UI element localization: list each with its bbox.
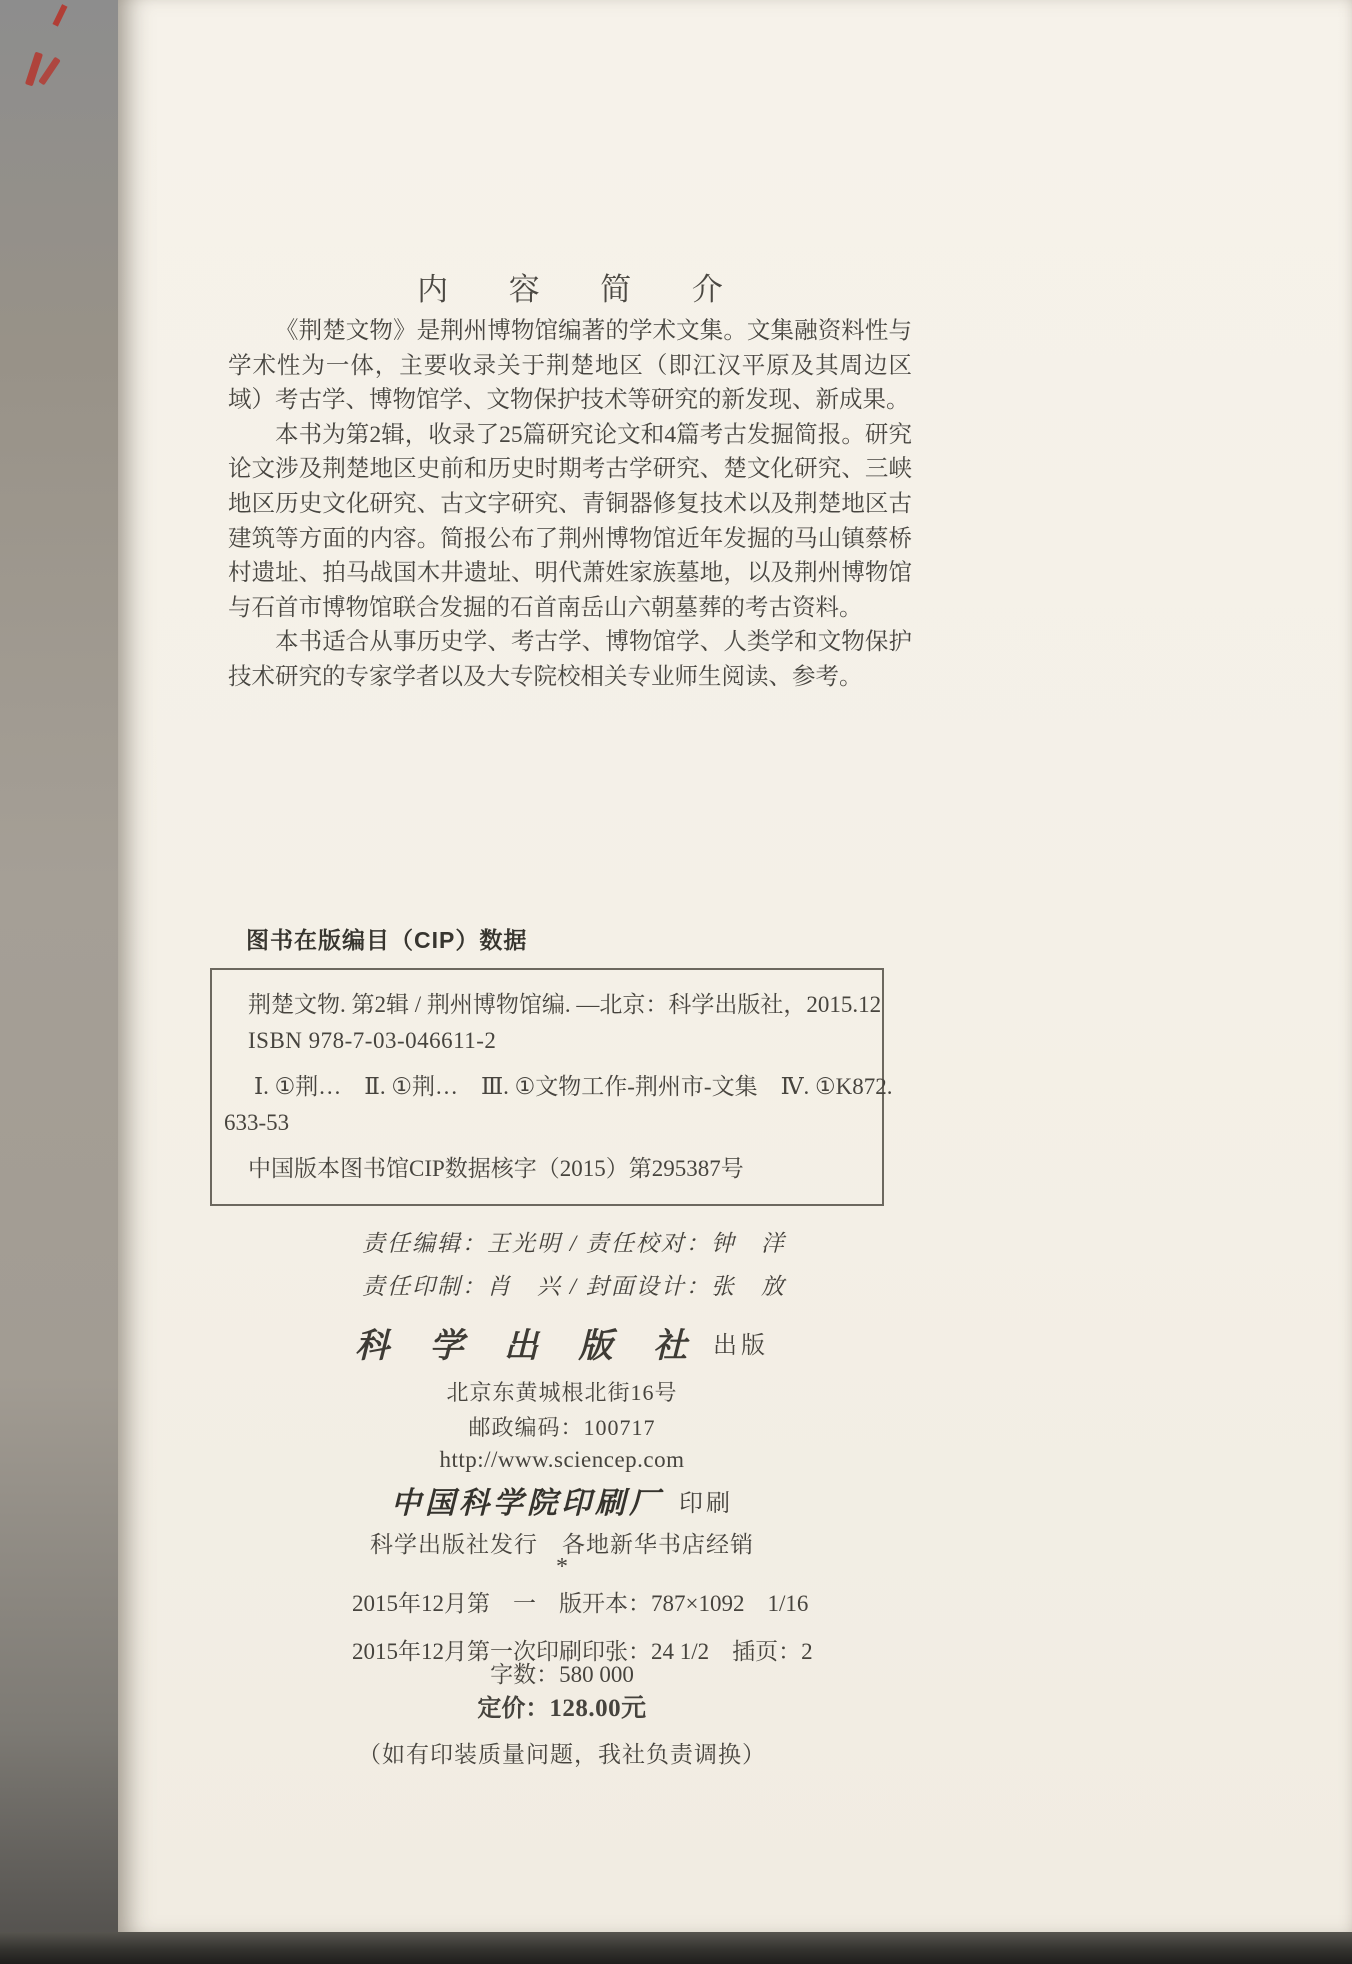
staff-credits (240, 1222, 908, 1308)
red-stroke-icon (34, 0, 67, 27)
impression-date: 2015年12月第一次印刷 (352, 1639, 582, 1664)
red-edge-mark (0, 0, 120, 120)
sheets-spec: 印张：24 1/2 插页：2 (582, 1639, 813, 1664)
scan-left-edge (0, 0, 118, 1964)
intro-paragraph: 本书适合从事历史学、考古学、博物馆学、人类学和文物保护技术研究的专家学者以及大专院校相关专业师生阅读、参考。 (228, 629, 912, 690)
credits-line-editor: 责任编辑：王光明 / 责任校对：钟 洋 (362, 1231, 786, 1256)
distribution-line: 科学出版社发行 各地新华书店经销 (370, 1532, 754, 1557)
intro-paragraph: 《荆楚文物》是荆州博物馆编著的学术文集。文集融资料性与学术性为一体，主要收录关于荆楚地区（即江汉平原及其周边区域）考古学、博物馆学、文物保护技术等研究的新发现、新成果。 (228, 318, 912, 414)
publisher-address: 北京东黄城根北街16号 (446, 1380, 678, 1405)
section-title: 内 容 简 介 (417, 272, 749, 307)
edition-row (352, 1585, 809, 1618)
publisher-website: http://www.sciencep.com (439, 1447, 685, 1472)
printer-name-row (228, 1478, 896, 1522)
edition-date: 2015年12月第 一 版 (352, 1591, 582, 1616)
intro-paragraph: 本书为第2辑，收录了25篇研究论文和4篇考古发掘简报。研究论文涉及荆楚地区史前和历史时期考古学研究、楚文化研究、三峡地区历史文化研究、古文字研究、青铜器修复技术以及荆楚地区古建筑等方面的内容。简报公布了荆州博物馆近年发掘的马山镇蔡桥村遗址、拍马战国木井遗址、明代萧姓家族墓地，以及荆州博物馆与石首市博物馆联合发掘的石首南岳山六朝墓葬的考古资料。 (228, 421, 912, 621)
quality-notice: （如有印装质量问题，我社负责调换） (358, 1742, 766, 1767)
publish-label: 出版 (713, 1333, 769, 1359)
cip-heading: 图书在版编目（CIP）数据 (246, 927, 528, 953)
price-value: 128.00元 (549, 1695, 647, 1722)
cip-data-box (210, 968, 893, 1206)
price-label: 定价： (477, 1695, 550, 1722)
star-separator: * (556, 1554, 568, 1580)
format-spec: 开本：787×1092 1/16 (582, 1591, 809, 1616)
print-label: 印刷 (679, 1491, 733, 1517)
publisher-name-row (228, 1318, 896, 1367)
publisher-name-calligraphy: 科 学 出 版 社 (355, 1328, 703, 1365)
red-stroke-icon (38, 57, 61, 86)
price-line (228, 1688, 896, 1724)
intro-text (228, 314, 912, 695)
printer-name-calligraphy: 中国科学院印刷厂 (391, 1487, 663, 1520)
cip-classification-line2: 633-53 (224, 1110, 290, 1135)
cip-title-line: 荆楚文物. 第2辑 / 荆州博物馆编. —北京：科学出版社，2015.12 (248, 992, 882, 1017)
publisher-postcode: 邮政编码：100717 (468, 1415, 656, 1440)
credits-line-printing: 责任印制：肖 兴 / 封面设计：张 放 (362, 1274, 786, 1299)
word-count: 字数：580 000 (490, 1662, 634, 1687)
scan-bottom-edge (0, 1932, 1352, 1964)
cip-isbn: ISBN 978-7-03-046611-2 (248, 1028, 497, 1053)
cip-classification-line1: Ⅰ. ①荆… Ⅱ. ①荆… Ⅲ. ①文物工作-荆州市-文集 Ⅳ. ①K872. (254, 1074, 893, 1099)
cip-record-number: 中国版本图书馆CIP数据核字（2015）第295387号 (248, 1156, 744, 1181)
